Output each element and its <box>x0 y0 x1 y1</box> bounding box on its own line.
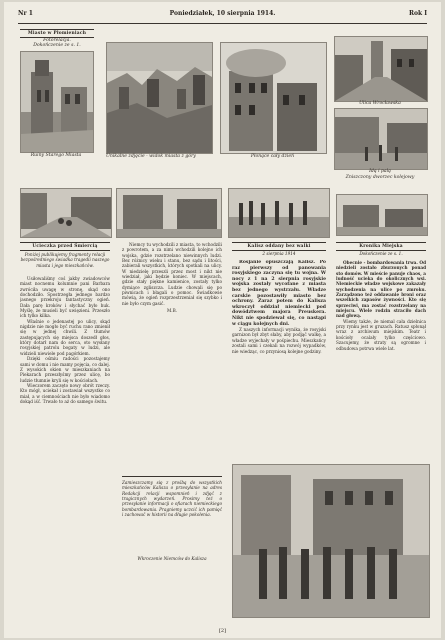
left-p3: Dzięki ośmiu radości pozostajemy sami w domu i nie mamy pojęcia, co dalej. Z wysokich okien w mieszkaniach na Piekarach przeszłyśmy przez ulicę, bo ludzie tłumnie kryli się w kościołach. <box>20 356 110 383</box>
photo-railway <box>336 194 428 236</box>
caption-station: Idą i palą <box>369 169 391 174</box>
newspaper-page <box>4 2 441 638</box>
right-title: Kronika Miejska <box>336 242 426 251</box>
caption-burning: Płonące cały dzień <box>250 154 295 159</box>
mid-sub: 2 sierpnia 1914 <box>262 251 296 256</box>
caption-ruins: Unikalne zdjęcie - widok miasta z góry <box>106 154 196 159</box>
page-number: [2] <box>218 628 227 634</box>
mid-col2: Rosjanie opuszczają Kalisz. Po raz pierwszy od panowania rosyjskiego zaczyna się tu wojna. W nocy z 1 na 2 sierpnia rosyjskie wojska zostały wycofane z miasta bez jednego wystrzału. Władze carskie pozostawiły miasto bez ochrony. Zaraz potem do Kalisza wkroczył oddział niemiecki pod dowództwem majora Preuskera. Nikt nie spodziewał się, co nastąpi w ciągu kolejnych dni. <box>232 260 326 327</box>
caption-church: Ruiny Starego Miasta <box>30 153 82 158</box>
left-title: Ucieczka przed Śmiercią <box>20 242 110 251</box>
issue-date: Poniedziałek, 10 sierpnia 1914. <box>169 10 276 17</box>
issue-year: Rok I <box>408 10 427 17</box>
mid-column-2 <box>232 260 326 460</box>
box-sub2: Dokończenie ze s. 1. <box>33 43 81 48</box>
photo-station <box>334 108 428 170</box>
right-column <box>336 260 426 460</box>
masthead-rule <box>18 23 427 24</box>
left-p2: Właśnie o jedenastej po ulicy, skąd nigdzie nie mogło być ruchu rano zmienił się w jednej chwili. Z tłumów zastępujących się miejsca doszedł głos, który dotarł nam do serca, oto wysłany rosyjskiej patrolu bogaty w ludzi, ale widzieli niewiele pod pagórkiem. <box>20 318 110 356</box>
issue-number: Nr 1 <box>18 10 33 17</box>
mid-column-1 <box>122 242 222 474</box>
box-title: Miasto w Płomieniach <box>20 29 94 38</box>
photo-street <box>334 36 428 102</box>
right-sub: Dokończenie ze s. 1. <box>359 251 403 256</box>
mid-title: Kalisz oddany bez walki <box>232 242 326 251</box>
left-column <box>20 276 110 616</box>
caption-street: Ulica Wrocławska <box>359 101 401 106</box>
photo-soldiers <box>228 188 330 238</box>
photo-evacuation <box>20 188 112 238</box>
masthead <box>18 8 427 22</box>
mid-author: M.B. <box>166 308 178 314</box>
photo-church-ruins <box>20 51 94 153</box>
mid-sign: Wkroczenie Niemców do Kalisza <box>137 556 207 561</box>
left-p4: Wieczorem zaczęto nowy obrót rzeczy. Kto mógł, uciekał i zostawiał wszystko co miał, a w ciemnościach nie było wiadomo dokąd iść. Trwało to aż do samego świtu. <box>20 382 110 404</box>
box-sub1: Fotorelacja. <box>43 38 71 43</box>
mid-col1: Niemcy tu wychodzili z miasta, to wchodzili z powrotem, a za nimi wchodzili kolejno ich wojska, gdzie rozstrzelano niewinnych ludzi. Bez różnicy wieku i stanu, bez sądu i litości, zabierali wszystkich, których spotkali na ulicy. W niedzielę przeszli przez most i nikt nie wiedział, jaki będzie koniec. W miejscach, gdzie stały piękne kamienice, zostały tylko dymiące zgliszcza. Ludzie chowali się po piwnicach i błagali o pomoc. Świadkowie mówią, że ogień rozprzestrzeniał się szybko i nie było czym gasić. <box>122 242 222 306</box>
right-col: Obecnie - bombardowania trwa. Od niedzieli zostało zburzonych ponad sto domów. W mieście panuje chaos, a ludność ucieka do okolicznych wsi. Niemieckie władze wojskowe zakazały wychodzenia na ulice po zmroku. Zarządzono też oddawanie broni oraz wszelkich zapasów żywności. Kto się sprzeciwi, ma zostać rozstrzelany na miejscu. Wiele rodzin straciło dach nad głową. <box>336 260 426 319</box>
mid-rule <box>122 476 222 477</box>
caption-station2: Zniszczony dworzec kolejowy <box>345 175 415 180</box>
photo-burning <box>220 42 327 154</box>
photo-ruins-aerial <box>106 42 213 154</box>
left-sub: Poniżej publikujemy fragmenty relacji bezpośredniego świadka tragedii naszego miasta i jego mieszkańców. <box>20 252 110 268</box>
photo-street-2 <box>116 188 222 238</box>
mid-quote: Zamieszczamy się z prośbą do wszystkich mieszkańców Kalisza o przesyłanie na adres Redakcji relacji wspomnień i zdjęć z tragicznych wydarzeń. Prosimy też o przesyłanie informacji o ofiarach niemieckiego bombardowania. Pragniemy uczcić ich pamięć i zachować w historii na długie pokolenia. <box>122 480 222 518</box>
mid-col2b: Z naszych informacji wynika, że rosyjski garnizon był zbyt słaby, aby podjąć walkę, a władze wyjechały w pośpiechu. Mieszkańcy zostali sami i czekali na rozwój wypadków, nie wiedząc, co przyniosą kolejne godziny. <box>232 327 326 354</box>
right-col2: Wiemy także, że niemal cała dzielnica przy rynku jest w gruzach. Ratusz spłonął wraz z archiwum miejskim. Teatr i kościoły ocalały tylko częściowo. Szacujemy, że straty są ogromne i odbudowa potrwa wiele lat. <box>336 318 426 351</box>
photo-soldiers-bottom <box>232 464 430 618</box>
left-intro: Usiłowaliśmy coś jakby zwiadowców miast nocnemu kolumnie pani Barbara zwróciła uwagę w stronę, skąd ono dochodziło. Spostrzegła jednego bardzo jasnego przekroju fantastyczny ogień. Dała parę kroków i słychać było huk. Myślę, że musieli być uwięzieni. Przeszło ich tylko kilka. <box>20 276 110 319</box>
